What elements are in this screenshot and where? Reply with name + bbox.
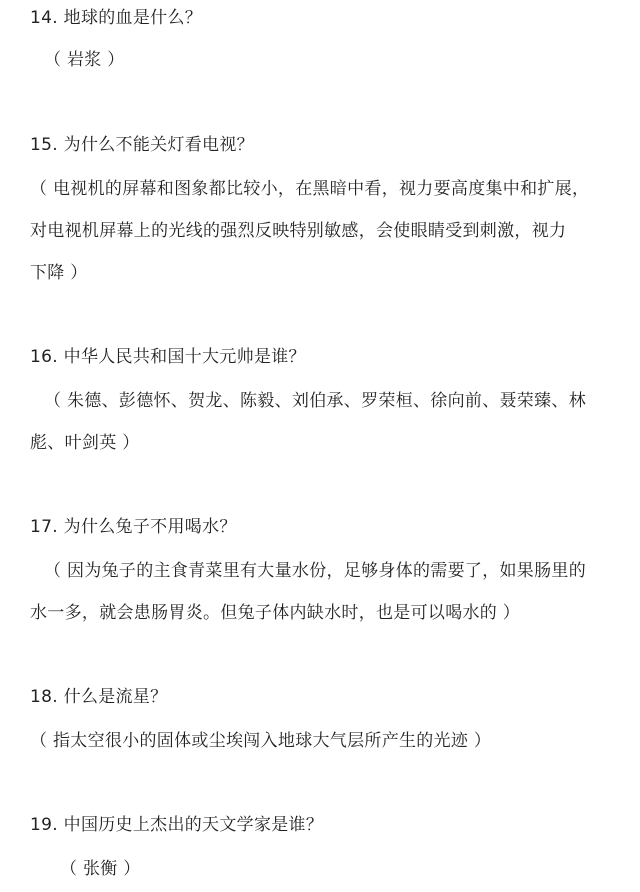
question-15: 15. 为什么不能关灯看电视？ bbox=[30, 135, 254, 155]
question-19: 19. 中国历史上杰出的天文学家是谁？ bbox=[30, 815, 324, 835]
answer-15-line-3: 下降 ） bbox=[30, 263, 88, 283]
question-17: 17. 为什么兔子不用喝水？ bbox=[30, 517, 237, 537]
answer-17-line-2: 水一多，就会患肠胃炎。但兔子体内缺水时，也是可以喝水的 ） bbox=[30, 603, 521, 623]
answer-15-line-2: 对电视机屏幕上的光线的强烈反映特别敏感，会使眼睛受到刺激，视力 bbox=[30, 221, 567, 241]
answer-15-line-1: （ 电视机的屏幕和图象都比较小，在黑暗中看，视力要高度集中和扩展， bbox=[30, 179, 590, 199]
answer-16-line-1: （ 朱德、彭德怀、贺龙、陈毅、刘伯承、罗荣桓、徐向前、聂荣臻、林 bbox=[44, 391, 587, 411]
question-14: 14. 地球的血是什么？ bbox=[30, 8, 203, 28]
answer-14-line-1: （ 岩浆 ） bbox=[44, 50, 125, 70]
question-18: 18. 什么是流星？ bbox=[30, 687, 168, 707]
answer-17-line-1: （ 因为兔子的主食青菜里有大量水份，足够身体的需要了，如果肠里的 bbox=[44, 561, 587, 581]
answer-16-line-2: 彪、叶剑英 ） bbox=[30, 433, 140, 453]
question-16: 16. 中华人民共和国十大元帅是谁？ bbox=[30, 347, 306, 367]
answer-18-line-1: （ 指太空很小的固体或尘埃闯入地球大气层所产生的光迹 ） bbox=[30, 731, 492, 751]
answer-19-line-1: （ 张衡 ） bbox=[60, 859, 141, 879]
